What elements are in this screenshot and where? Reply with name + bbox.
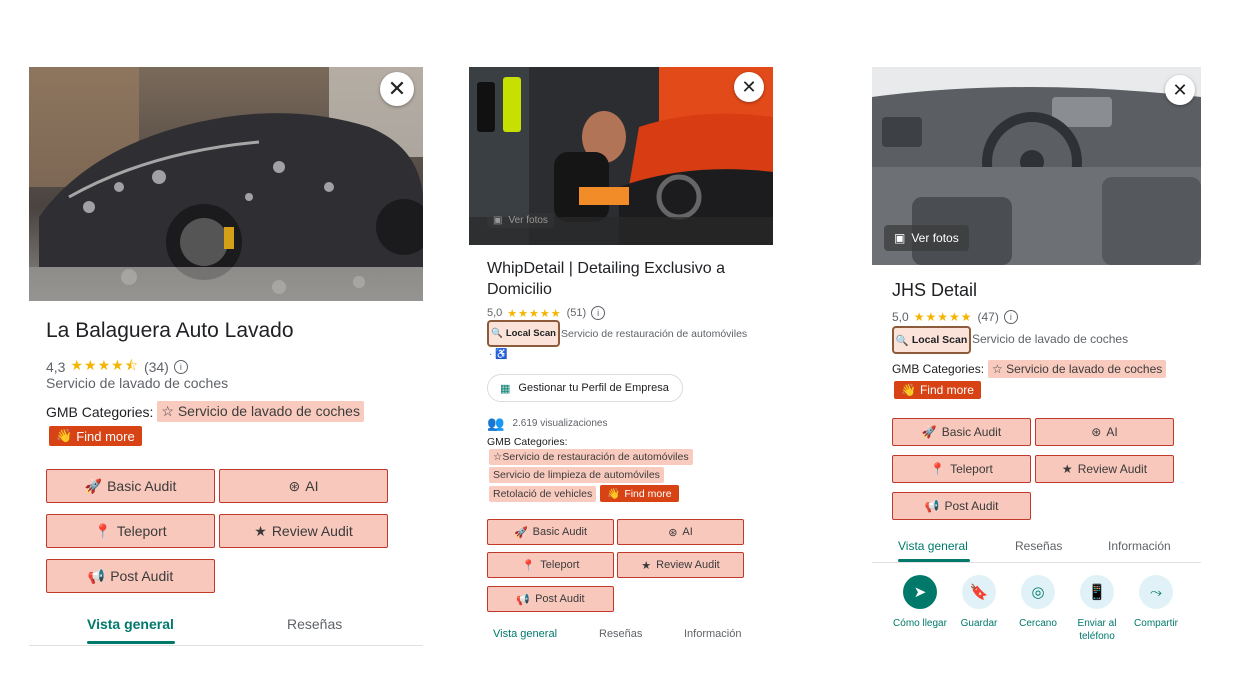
local-scan-button[interactable]: 🔍 Local Scan xyxy=(892,326,971,354)
gmb-category-tag: ☆Servicio de restauración de automóviles xyxy=(489,449,693,465)
ai-icon: ⊛ xyxy=(668,526,678,539)
star-icon: ★ xyxy=(254,522,267,539)
basic-audit-button[interactable]: 🚀 Basic Audit xyxy=(892,418,1031,446)
people-icon: 👥 xyxy=(487,415,505,431)
tab-underline xyxy=(87,641,175,644)
ai-button[interactable]: ⊛ AI xyxy=(1035,418,1174,446)
teleport-button[interactable]: 📍 Teleport xyxy=(46,514,215,548)
photo-icon: ▣ xyxy=(894,231,906,245)
gmb-category-tag: Retolació de vehicles 👋 Find more xyxy=(489,485,679,502)
close-button[interactable] xyxy=(380,72,414,106)
post-audit-button[interactable]: 📢 Post Audit xyxy=(487,586,614,612)
close-icon: ✕ xyxy=(387,76,407,101)
share-action[interactable]: ⤳ Compartir xyxy=(1126,575,1186,630)
gmb-categories xyxy=(892,360,1166,378)
ai-icon: ⊛ xyxy=(288,477,301,494)
star-icon: ★ xyxy=(641,559,652,572)
star-icon: ☆ xyxy=(992,362,1003,376)
pin-icon: 📍 xyxy=(94,522,112,539)
rating-value: 4,3 xyxy=(46,359,66,375)
pin-icon: 📍 xyxy=(521,559,536,572)
find-more-button[interactable]: 👋 Find more xyxy=(49,426,142,446)
basic-audit-button[interactable]: 🚀 Basic Audit xyxy=(46,469,215,503)
local-scan-button[interactable]: 🔍 Local Scan xyxy=(487,320,560,347)
close-icon: ✕ xyxy=(741,76,757,97)
photo-icon: ▣ xyxy=(493,215,503,226)
megaphone-icon: 📢 xyxy=(924,499,940,513)
hand-icon: 👋 xyxy=(56,428,73,443)
views-count: 2.619 visualizaciones xyxy=(512,418,608,429)
post-audit-button[interactable]: 📢 Post Audit xyxy=(892,492,1031,520)
place-title: JHS Detail xyxy=(892,280,978,300)
megaphone-icon: 📢 xyxy=(87,567,106,584)
post-audit-button[interactable]: 📢 Post Audit xyxy=(46,559,215,593)
find-more-button[interactable]: 👋 Find more xyxy=(600,485,678,502)
gmb-label: GMB Categories: xyxy=(46,403,154,420)
pin-icon: 📍 xyxy=(930,462,946,476)
gmb-categories xyxy=(46,401,364,422)
rocket-icon: 🚀 xyxy=(84,477,103,494)
info-icon[interactable]: i xyxy=(591,306,605,320)
rocket-icon: 🚀 xyxy=(513,526,528,539)
nearby-icon: ◎ xyxy=(1021,575,1055,609)
teleport-button[interactable]: 📍 Teleport xyxy=(487,552,614,578)
save-action[interactable]: 🔖 Guardar xyxy=(949,575,1009,630)
place-card-whipdetail xyxy=(469,67,773,647)
ai-button[interactable]: ⊛ AI xyxy=(617,519,744,545)
search-icon: 🔍 xyxy=(490,328,503,339)
hand-icon: 👋 xyxy=(901,383,916,397)
review-audit-button[interactable]: ★ Review Audit xyxy=(219,514,388,548)
info-icon[interactable]: i xyxy=(174,360,188,374)
nearby-action[interactable]: ◎ Cercano xyxy=(1008,575,1068,630)
place-category: Servicio de restauración de automóviles xyxy=(561,328,748,340)
directions-icon: ➤ xyxy=(903,575,937,609)
rocket-icon: 🚀 xyxy=(921,425,937,439)
place-card-jhs-detail xyxy=(872,67,1201,647)
tab-overview[interactable]: Vista general xyxy=(898,539,968,553)
view-photos-button[interactable]: ▣ Ver fotos xyxy=(487,213,554,228)
tab-info[interactable]: Información xyxy=(684,628,742,640)
accessibility-icon: · ♿ xyxy=(489,349,508,360)
basic-audit-button[interactable]: 🚀 Basic Audit xyxy=(487,519,614,545)
ai-icon: ⊛ xyxy=(1091,425,1102,439)
review-count[interactable]: (47) xyxy=(977,310,999,324)
ai-button[interactable]: ⊛ AI xyxy=(219,469,388,503)
rating-value: 5,0 xyxy=(892,310,909,324)
tab-overview[interactable]: Vista general xyxy=(493,628,558,640)
rating-row xyxy=(892,310,1018,324)
close-button[interactable] xyxy=(1165,75,1195,105)
rating-stars: ★★★★★ xyxy=(507,307,562,320)
star-icon: ★ xyxy=(1061,462,1073,476)
tab-reviews[interactable]: Reseñas xyxy=(599,628,643,640)
store-icon: ▦ xyxy=(500,382,511,395)
place-title: La Balaguera Auto Lavado xyxy=(46,319,294,342)
tab-reviews[interactable]: Reseñas xyxy=(287,616,343,632)
teleport-button[interactable]: 📍 Teleport xyxy=(892,455,1031,483)
manage-profile-button[interactable]: ▦ Gestionar tu Perfil de Empresa xyxy=(487,374,683,402)
share-icon: ⤳ xyxy=(1139,575,1173,609)
megaphone-icon: 📢 xyxy=(516,593,531,606)
gmb-label: GMB Categories: xyxy=(487,436,568,448)
phone-icon: 📱 xyxy=(1080,575,1114,609)
review-count[interactable]: (34) xyxy=(143,359,169,375)
rating-value: 5,0 xyxy=(487,307,503,319)
search-icon: 🔍 xyxy=(895,334,909,347)
gmb-category-tag: ☆ Servicio de lavado de coches xyxy=(157,401,364,422)
tab-reviews[interactable]: Reseñas xyxy=(1015,539,1063,553)
view-photos-button[interactable]: ▣ Ver fotos xyxy=(884,225,969,251)
star-icon: ☆ xyxy=(493,451,503,463)
gmb-label: GMB Categories: xyxy=(892,362,985,376)
review-audit-button[interactable]: ★ Review Audit xyxy=(617,552,744,578)
rating-stars: ★★★★⯪ xyxy=(70,357,139,373)
directions-action[interactable]: ➤ Cómo llegar xyxy=(890,575,950,630)
info-icon[interactable]: i xyxy=(1004,310,1018,324)
bookmark-icon: 🔖 xyxy=(962,575,996,609)
close-icon: ✕ xyxy=(1172,79,1188,100)
review-count[interactable]: (51) xyxy=(566,307,587,319)
car-wash-photo xyxy=(29,67,423,301)
tab-info[interactable]: Información xyxy=(1108,539,1171,553)
send-to-phone-action[interactable]: 📱 Enviar al teléfono xyxy=(1067,575,1127,643)
divider xyxy=(872,562,1201,563)
gmb-category-tag: ☆ Servicio de lavado de coches xyxy=(988,360,1166,378)
find-more-button[interactable]: 👋 Find more xyxy=(894,381,981,399)
gmb-category-tag: Servicio de limpieza de automóviles xyxy=(489,467,664,483)
star-icon: ☆ xyxy=(161,403,174,419)
place-photo[interactable] xyxy=(29,67,423,301)
divider xyxy=(29,645,423,646)
tab-overview[interactable]: Vista general xyxy=(87,616,174,632)
hand-icon: 👋 xyxy=(607,488,621,500)
place-card-la-balaguera xyxy=(29,67,423,647)
review-audit-button[interactable]: ★ Review Audit xyxy=(1035,455,1174,483)
close-button[interactable] xyxy=(734,72,764,102)
place-category: Servicio de lavado de coches xyxy=(46,375,229,391)
rating-stars: ★★★★★ xyxy=(913,310,973,324)
place-category: Servicio de lavado de coches xyxy=(972,332,1129,346)
rating-row xyxy=(487,306,605,320)
views-row xyxy=(487,415,608,432)
place-title: WhipDetail | Detailing Exclusivo a Domicilio xyxy=(487,260,726,298)
